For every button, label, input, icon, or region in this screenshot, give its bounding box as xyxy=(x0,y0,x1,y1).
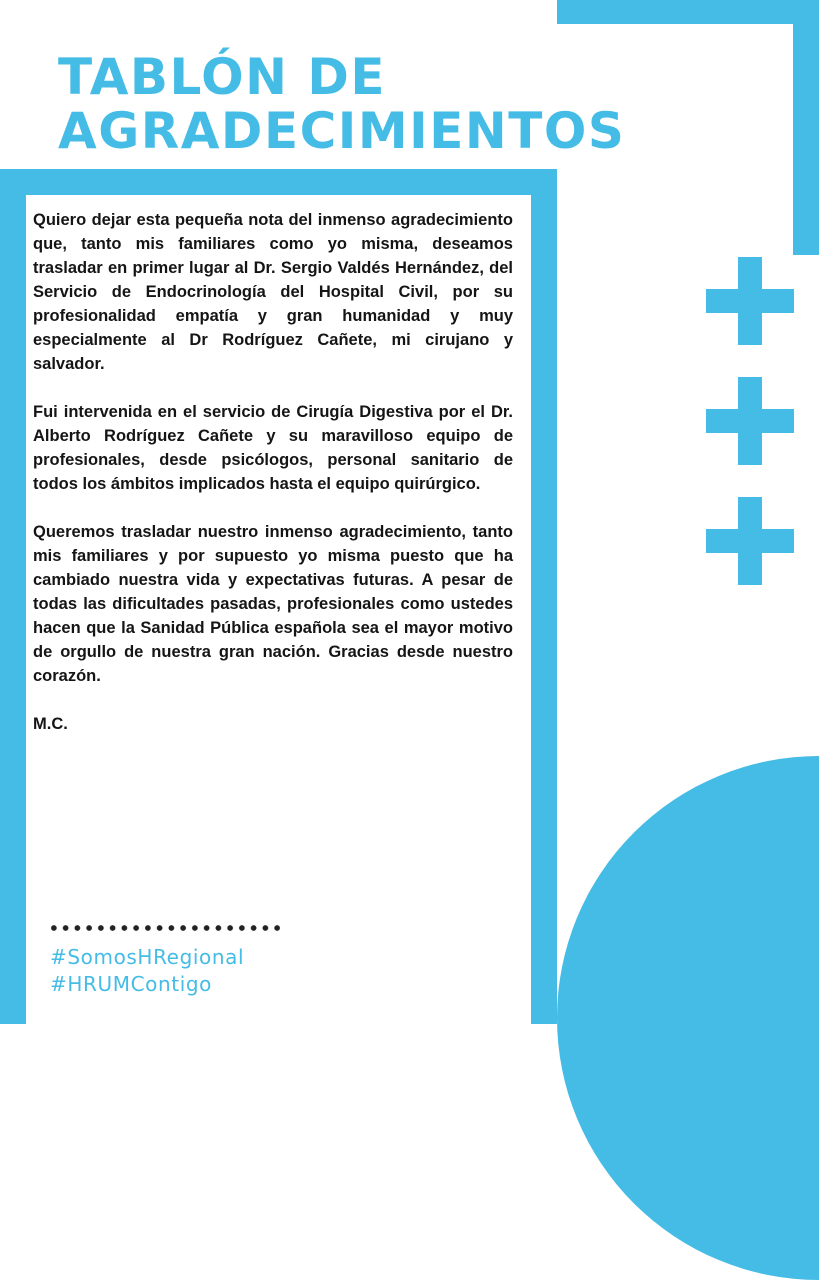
top-frame-bar xyxy=(557,0,819,24)
hashtag-list xyxy=(50,944,244,998)
title-line-1: TABLÓN DE xyxy=(58,48,387,106)
header-divider-bar xyxy=(0,169,557,195)
plus-icon xyxy=(706,377,794,465)
page-title xyxy=(58,50,658,158)
plus-icon xyxy=(706,497,794,585)
hashtag: #SomosHRegional xyxy=(50,945,245,969)
letter-paragraph: Quiero dejar esta pequeña nota del inmenso agradecimiento que, tanto mis familiares como yo misma, deseamos trasladar en primer lugar al Dr. Sergio Valdés Hernández, del Servicio de Endocrinología del Hospital Civil, por su profesionalidad empatía y gran humanidad y muy especialmente al Dr Rodríguez Cañete, mi cirujano y salvador. xyxy=(33,211,513,373)
plus-icon xyxy=(706,257,794,345)
letter-paragraph: Fui intervenida en el servicio de Cirugía Digestiva por el Dr. Alberto Rodríguez Cañete y su maravilloso equipo de profesionales, desde psicólogos, personal sanitario de todos los ámbitos implicados hasta el equipo quirúrgico. xyxy=(33,403,513,493)
letter-body xyxy=(33,208,513,760)
right-frame-bar xyxy=(793,0,819,255)
letter-paragraph: Queremos trasladar nuestro inmenso agradecimiento, tanto mis familiares y por supuesto yo misma puesto que ha cambiado nuestra vida y expectativas futuras. A pesar de todas las dificultades pasadas, profesionales como ustedes hacen que la Sanidad Pública española sea el mayor motivo de orgullo de nuestra gran nación. Gracias desde nuestro corazón. xyxy=(33,523,513,685)
content-frame-bar xyxy=(531,195,557,1024)
quarter-circle-decoration xyxy=(557,756,819,1280)
title-line-2: AGRADECIMIENTOS xyxy=(58,102,626,160)
left-frame-bar xyxy=(0,195,26,1024)
letter-signature: M.C. xyxy=(33,715,68,733)
dotted-divider xyxy=(48,923,283,933)
hashtag: #HRUMContigo xyxy=(50,972,212,996)
